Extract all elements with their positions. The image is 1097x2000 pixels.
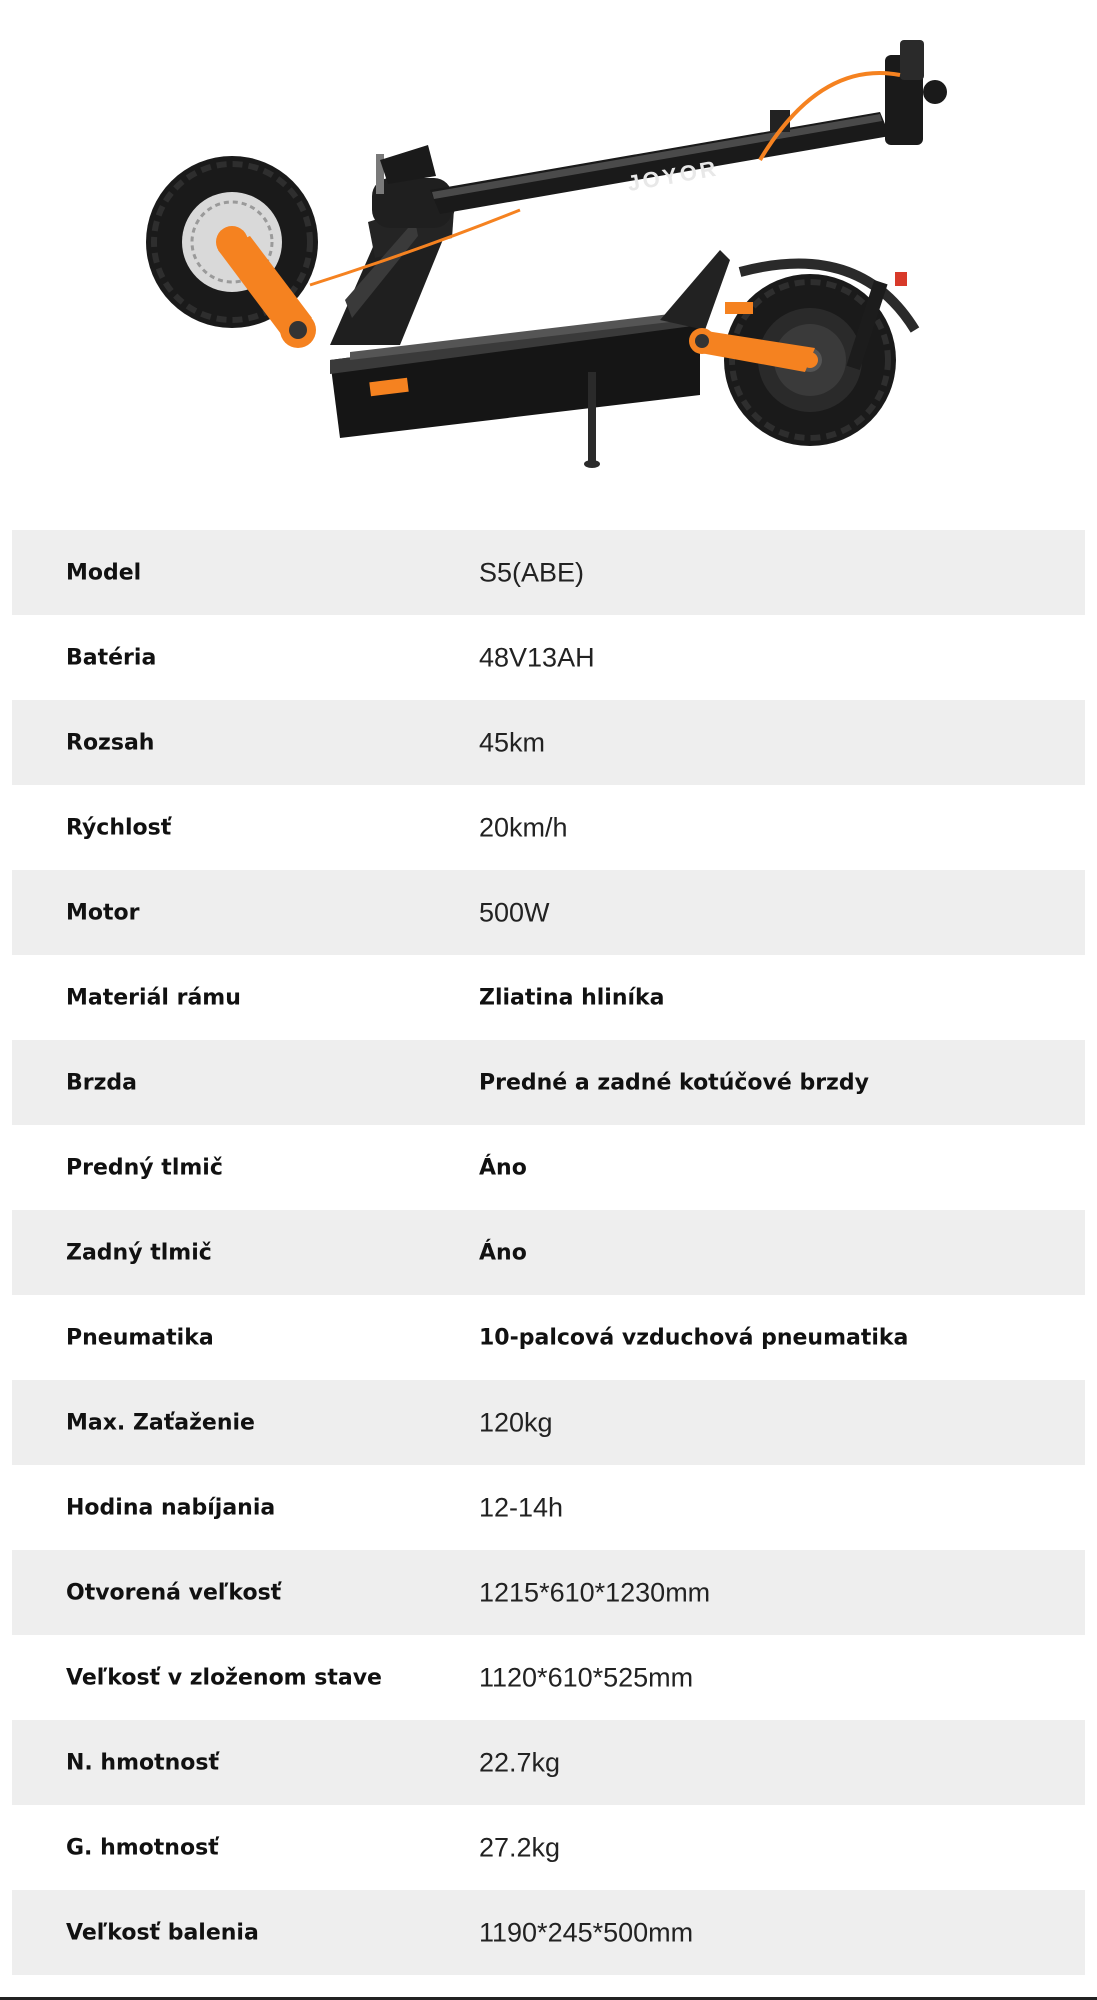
spec-label: Brzda: [66, 1070, 138, 1095]
spec-value: 1215*610*1230mm: [479, 1577, 711, 1607]
spec-label: Zadný tlmič: [66, 1240, 212, 1265]
spec-row-battery: [12, 615, 1085, 700]
spec-label: Batéria: [66, 645, 157, 670]
scooter-product-image: [0, 0, 1097, 500]
spec-label: Veľkosť v zloženom stave: [66, 1665, 382, 1690]
spec-label: Motor: [66, 900, 140, 925]
spec-row-model: [12, 530, 1085, 615]
spec-label: Max. Zaťaženie: [66, 1410, 255, 1435]
spec-row-max-load: [12, 1380, 1085, 1465]
spec-row-package-size: [12, 1890, 1085, 1975]
spec-value: 120kg: [479, 1407, 553, 1437]
spec-value: Áno: [479, 1240, 527, 1265]
spec-row-speed: [12, 785, 1085, 870]
spec-value: 20km/h: [479, 812, 568, 842]
spec-label: Pneumatika: [66, 1325, 214, 1350]
spec-label: Hodina nabíjania: [66, 1495, 276, 1520]
folded-scooter-illustration: [0, 0, 1097, 500]
spec-row-rear-shock: [12, 1210, 1085, 1295]
tail-light: [895, 272, 907, 286]
spec-value: 45km: [479, 727, 546, 757]
rear-bracket: [660, 250, 730, 330]
spec-label: Otvorená veľkosť: [66, 1580, 282, 1605]
spec-row-range: [12, 700, 1085, 785]
spec-label: Veľkosť balenia: [66, 1920, 259, 1945]
spec-value: Predné a zadné kotúčové brzdy: [479, 1070, 869, 1095]
spec-value: 12-14h: [479, 1492, 564, 1522]
spec-label: Rozsah: [66, 730, 155, 755]
spec-label: Model: [66, 560, 142, 585]
spec-row-folded-size: [12, 1635, 1085, 1720]
spec-value: 27.2kg: [479, 1832, 561, 1862]
spec-value: Áno: [479, 1155, 527, 1180]
spec-label: Predný tlmič: [66, 1155, 223, 1180]
spec-row-frame-material: [12, 955, 1085, 1040]
spec-row-motor: [12, 870, 1085, 955]
spec-value: S5(ABE): [479, 557, 585, 587]
spec-value: 22.7kg: [479, 1747, 561, 1777]
spec-value: 1120*610*525mm: [479, 1662, 694, 1692]
spec-label: G. hmotnosť: [66, 1835, 219, 1860]
spec-row-net-weight: [12, 1720, 1085, 1805]
spec-row-gross-weight: [12, 1805, 1085, 1890]
folding-frame: [330, 145, 455, 345]
spec-value: 1190*245*500mm: [479, 1917, 694, 1947]
spec-row-tire: [12, 1295, 1085, 1380]
spec-row-unfolded-size: [12, 1550, 1085, 1635]
spec-value: 10-palcová vzduchová pneumatika: [479, 1325, 909, 1350]
spec-value: 500W: [479, 897, 550, 927]
spec-label: Rýchlosť: [66, 815, 172, 840]
brand-logo: JOYOR: [625, 155, 721, 197]
spec-row-brake: [12, 1040, 1085, 1125]
spec-label: N. hmotnosť: [66, 1750, 220, 1775]
spec-row-charging-time: [12, 1465, 1085, 1550]
spec-value: 48V13AH: [479, 642, 595, 672]
spec-table: [12, 530, 1085, 1975]
spec-row-front-shock: [12, 1125, 1085, 1210]
handlebar-stem: [430, 112, 890, 214]
spec-label: Materiál rámu: [66, 985, 241, 1010]
spec-value: Zliatina hliníka: [479, 985, 665, 1010]
